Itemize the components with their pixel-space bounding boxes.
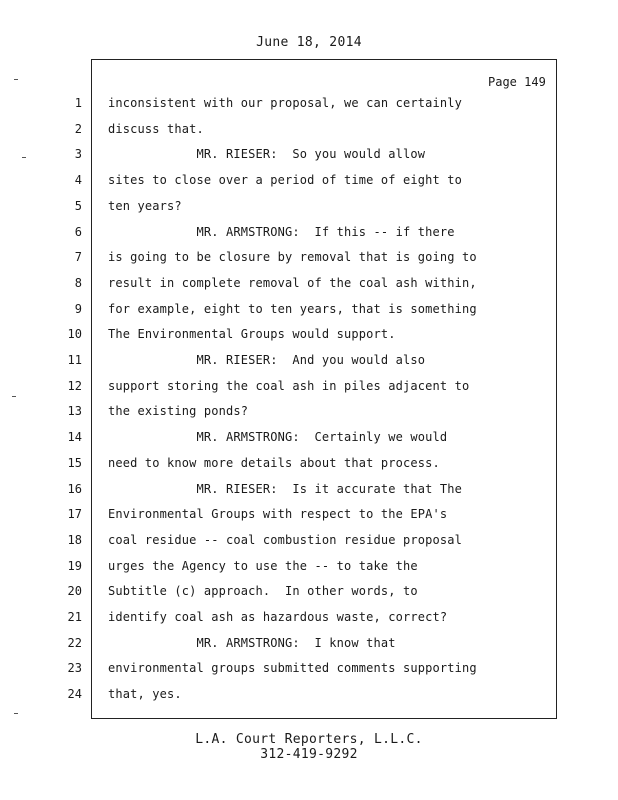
- transcript-line: [0, 168, 618, 193]
- line-number: 18: [67, 532, 82, 547]
- line-number: 7: [74, 250, 82, 265]
- line-text: Environmental Groups with respect to the EPA's: [108, 507, 448, 522]
- line-text: inconsistent with our proposal, we can certainly: [108, 96, 462, 110]
- line-number: 21: [67, 610, 82, 624]
- line-text: Subtitle (c) approach. In other words, to: [108, 584, 418, 599]
- line-number: 5: [74, 198, 82, 213]
- transcript-line: [0, 451, 618, 476]
- transcript-line: [0, 425, 618, 450]
- transcript-line: [0, 271, 618, 296]
- transcript-line: [0, 322, 618, 347]
- line-text: discuss that.: [108, 121, 204, 136]
- line-text: identify coal ash as hazardous waste, correct?: [108, 610, 448, 624]
- line-text: coal residue -- coal combustion residue proposal: [108, 532, 462, 547]
- line-text: support storing the coal ash in piles adjacent to: [108, 378, 470, 393]
- line-number: 14: [67, 430, 82, 445]
- line-text: the existing ponds?: [108, 404, 249, 419]
- transcript-line: [0, 631, 618, 656]
- transcript-line: [0, 245, 618, 270]
- line-text: is going to be closure by removal that is going to: [108, 250, 477, 265]
- line-number: 1: [74, 96, 82, 110]
- transcript-line: [0, 682, 618, 707]
- court-reporter-name: L.A. Court Reporters, L.L.C.: [195, 732, 423, 747]
- line-number: 3: [74, 147, 82, 162]
- transcript-line: [0, 477, 618, 502]
- line-text: ten years?: [108, 198, 182, 213]
- line-number: 8: [74, 275, 82, 290]
- scan-mark: [22, 157, 26, 158]
- scan-mark: [12, 396, 16, 397]
- transcript-line: [0, 528, 618, 553]
- line-text: The Environmental Groups would support.: [108, 327, 396, 342]
- transcript-line: [0, 117, 618, 142]
- line-number: 6: [74, 224, 82, 239]
- page-number: Page 149: [488, 75, 546, 89]
- line-text: urges the Agency to use the -- to take the: [108, 558, 418, 573]
- line-text: MR. ARMSTRONG: Certainly we would: [108, 430, 448, 445]
- line-number: 4: [74, 173, 82, 188]
- line-number: 10: [67, 327, 82, 342]
- transcript-line: [0, 554, 618, 579]
- transcript-line: [0, 579, 618, 604]
- scan-mark: [14, 79, 18, 80]
- line-number: 11: [67, 353, 82, 367]
- line-text: environmental groups submitted comments supporting: [108, 661, 477, 676]
- line-text: sites to close over a period of time of eight to: [108, 173, 462, 188]
- transcript-line: [0, 142, 618, 167]
- line-number: 24: [67, 687, 82, 702]
- line-text: that, yes.: [108, 687, 182, 702]
- line-number: 16: [67, 481, 82, 496]
- line-number: 9: [74, 301, 82, 316]
- line-text: for example, eight to ten years, that is something: [108, 301, 477, 316]
- transcript-line: [0, 656, 618, 681]
- transcript-line: [0, 91, 618, 116]
- court-reporter-phone: 312-419-9292: [260, 747, 358, 762]
- line-number: 15: [67, 455, 82, 470]
- line-text: MR. ARMSTRONG: I know that: [108, 635, 396, 650]
- line-text: result in complete removal of the coal ash within,: [108, 275, 477, 290]
- line-text: MR. RIESER: Is it accurate that The: [108, 481, 462, 496]
- transcript-line: [0, 220, 618, 245]
- line-text: need to know more details about that process.: [108, 455, 440, 470]
- line-number: 20: [67, 584, 82, 599]
- transcript-line: [0, 297, 618, 322]
- line-number: 13: [67, 404, 82, 419]
- line-text: MR. RIESER: And you would also: [108, 353, 426, 367]
- transcript-date: June 18, 2014: [256, 35, 362, 50]
- transcript-line: [0, 399, 618, 424]
- line-text: MR. ARMSTRONG: If this -- if there: [108, 224, 455, 239]
- line-number: 22: [67, 635, 82, 650]
- line-text: MR. RIESER: So you would allow: [108, 147, 426, 162]
- line-number: 12: [67, 378, 82, 393]
- line-number: 19: [67, 558, 82, 573]
- scan-mark: [14, 713, 18, 714]
- transcript-line: [0, 502, 618, 527]
- line-number: 2: [74, 121, 82, 136]
- transcript-line: [0, 374, 618, 399]
- transcript-line: [0, 194, 618, 219]
- transcript-line: [0, 348, 618, 373]
- line-number: 23: [67, 661, 82, 676]
- line-number: 17: [67, 507, 82, 522]
- transcript-line: [0, 605, 618, 630]
